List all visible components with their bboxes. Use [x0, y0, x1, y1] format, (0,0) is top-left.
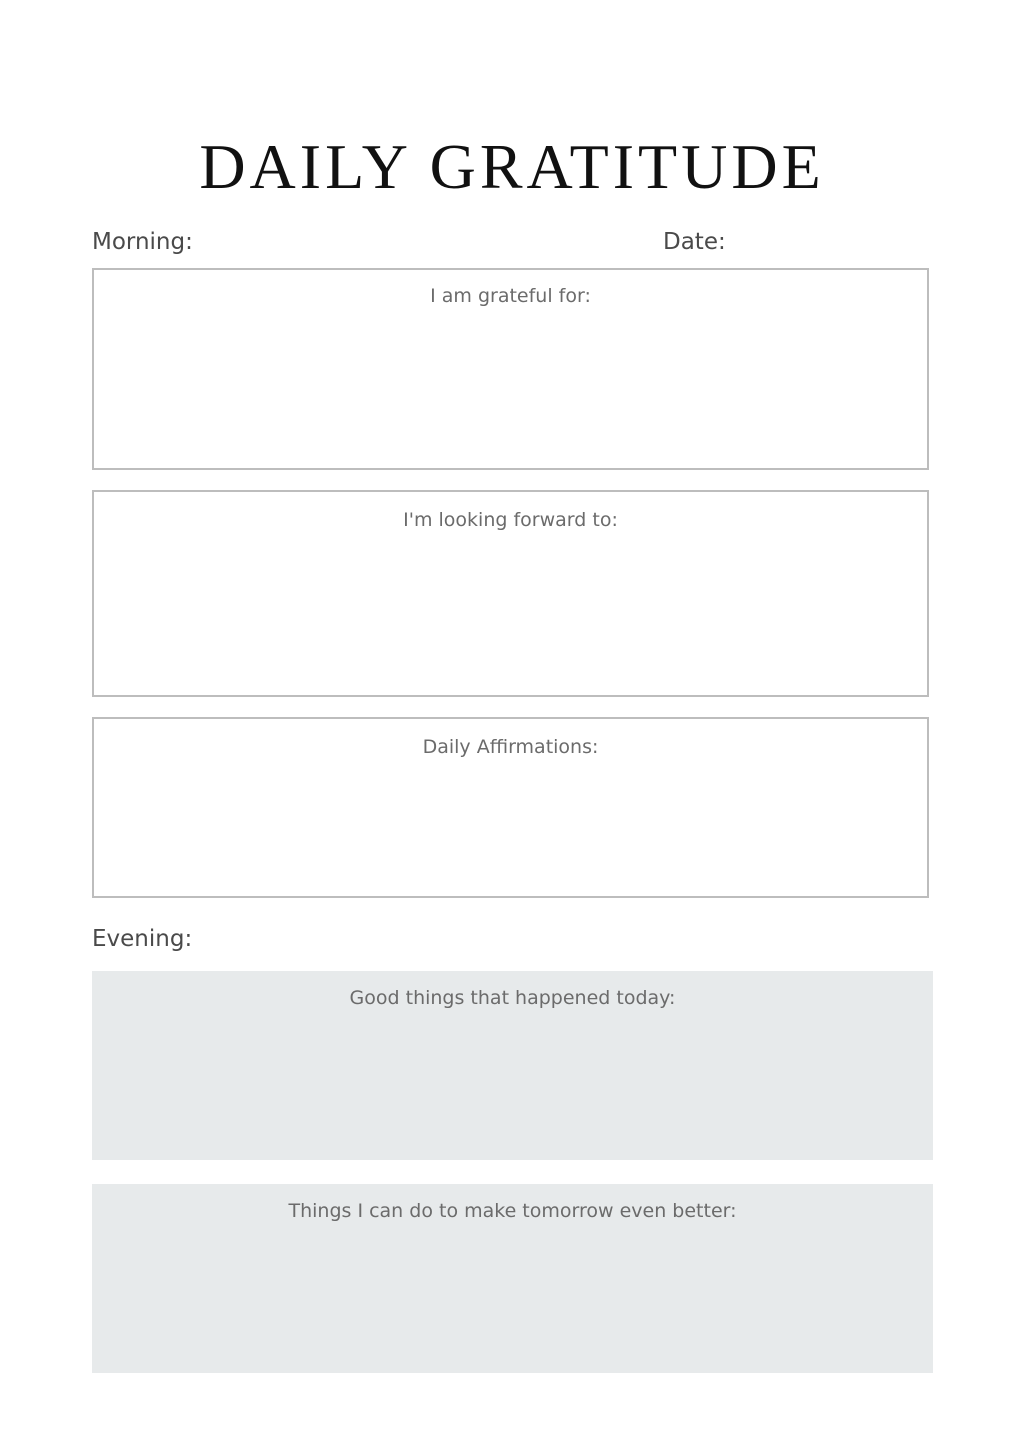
morning-label: Morning: — [92, 229, 193, 255]
tomorrow-better-box[interactable] — [92, 1184, 933, 1373]
grateful-for-box[interactable] — [92, 268, 929, 470]
grateful-for-label: I am grateful for: — [430, 285, 591, 307]
good-things-box[interactable] — [92, 971, 933, 1160]
looking-forward-box[interactable] — [92, 490, 929, 697]
tomorrow-better-label: Things I can do to make tomorrow even better: — [288, 1200, 737, 1222]
evening-label: Evening: — [92, 926, 193, 952]
page-title: DAILY GRATITUDE — [199, 130, 825, 202]
daily-affirmations-box[interactable] — [92, 717, 929, 898]
daily-affirmations-label: Daily Affirmations: — [422, 736, 599, 758]
date-label: Date: — [663, 229, 726, 255]
good-things-label: Good things that happened today: — [349, 987, 676, 1009]
looking-forward-label: I'm looking forward to: — [403, 509, 618, 531]
